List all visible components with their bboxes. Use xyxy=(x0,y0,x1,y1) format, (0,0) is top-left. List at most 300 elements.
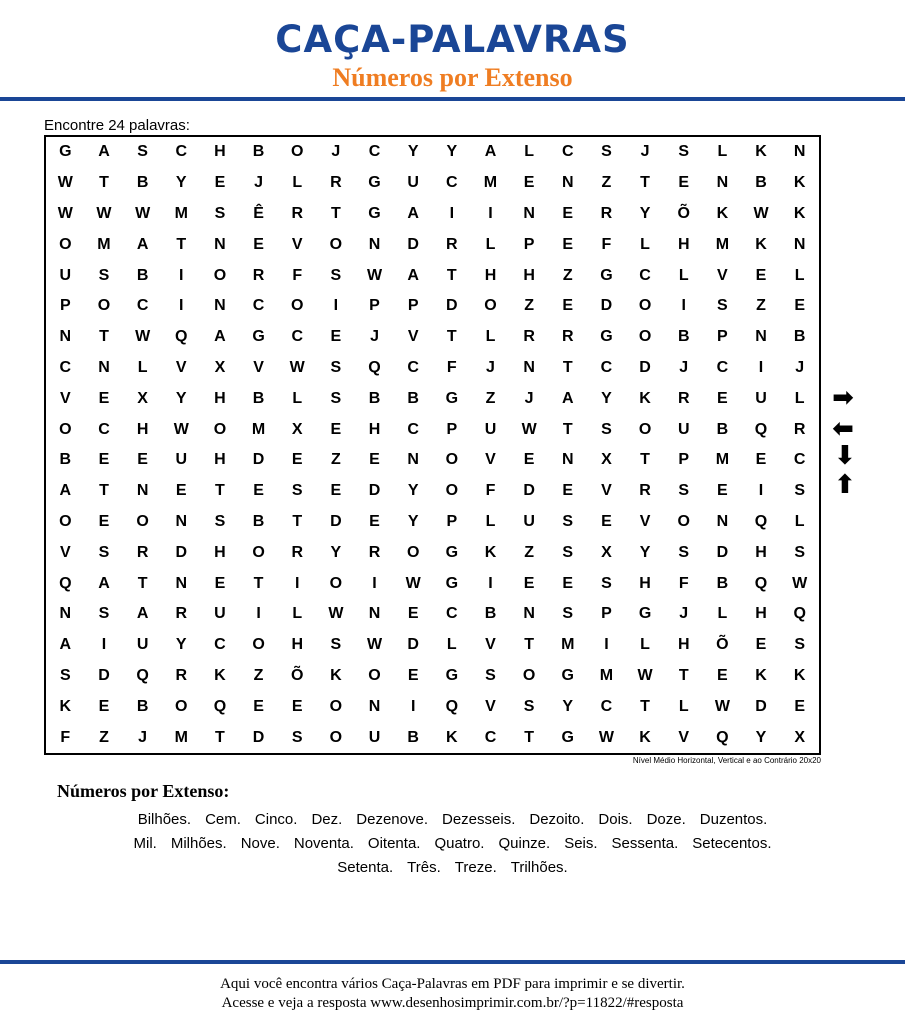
grid-cell[interactable]: D xyxy=(252,451,265,469)
grid-cell[interactable]: O xyxy=(136,512,149,530)
grid-cell[interactable]: E xyxy=(794,697,805,715)
grid-cell[interactable]: R xyxy=(368,543,381,561)
grid-cell[interactable]: Q xyxy=(754,420,768,438)
grid-cell[interactable]: E xyxy=(562,574,574,592)
grid-cell[interactable]: P xyxy=(717,328,728,346)
grid-cell[interactable]: O xyxy=(175,697,188,715)
grid-cell[interactable]: P xyxy=(601,605,612,623)
grid-cell[interactable]: N xyxy=(136,482,149,500)
grid-cell[interactable]: V xyxy=(717,266,728,284)
grid-cell[interactable]: D xyxy=(368,482,381,500)
grid-cell[interactable]: T xyxy=(678,666,689,684)
grid-cell[interactable]: N xyxy=(98,358,110,376)
grid-cell[interactable]: T xyxy=(524,728,534,746)
grid-cell[interactable]: R xyxy=(175,605,188,623)
grid-cell[interactable]: N xyxy=(561,174,574,192)
grid-cell[interactable]: E xyxy=(369,451,380,469)
grid-cell[interactable]: E xyxy=(98,512,110,530)
grid-cell[interactable]: D xyxy=(252,728,265,746)
grid-cell[interactable]: S xyxy=(562,605,574,623)
grid-cell[interactable]: E xyxy=(678,174,690,192)
grid-cell[interactable]: I xyxy=(256,605,261,623)
grid-cell[interactable]: B xyxy=(677,328,690,346)
grid-cell[interactable]: C xyxy=(793,451,806,469)
grid-cell[interactable]: Q xyxy=(368,358,381,376)
grid-cell[interactable]: T xyxy=(176,235,187,253)
grid-cell[interactable]: N xyxy=(523,605,535,623)
grid-cell[interactable]: B xyxy=(793,328,806,346)
grid-cell[interactable]: E xyxy=(98,451,110,469)
grid-cell[interactable]: G xyxy=(600,328,613,346)
grid-cell[interactable]: S xyxy=(794,636,805,654)
grid-cell[interactable]: O xyxy=(97,297,111,315)
grid-cell[interactable]: E xyxy=(755,451,767,469)
grid-cell[interactable]: I xyxy=(179,266,184,284)
grid-cell[interactable]: U xyxy=(136,636,149,654)
grid-cell[interactable]: M xyxy=(97,235,111,253)
grid-cell[interactable]: J xyxy=(679,358,689,376)
grid-cell[interactable]: M xyxy=(174,204,188,222)
grid-cell[interactable]: Õ xyxy=(677,204,690,222)
grid-cell[interactable]: W xyxy=(753,204,769,222)
grid-cell[interactable]: L xyxy=(485,235,496,253)
grid-cell[interactable]: S xyxy=(291,482,303,500)
grid-cell[interactable]: N xyxy=(214,297,226,315)
grid-cell[interactable]: V xyxy=(485,636,496,654)
grid-cell[interactable]: N xyxy=(59,328,72,346)
grid-cell[interactable]: L xyxy=(292,389,303,407)
grid-cell[interactable]: C xyxy=(291,328,303,346)
grid-cell[interactable]: S xyxy=(98,605,110,623)
grid-cell[interactable]: E xyxy=(562,204,574,222)
grid-cell[interactable]: J xyxy=(331,143,341,161)
grid-cell[interactable]: U xyxy=(368,728,381,746)
grid-cell[interactable]: W xyxy=(135,328,151,346)
grid-cell[interactable]: L xyxy=(292,605,303,623)
grid-cell[interactable]: N xyxy=(716,512,729,530)
grid-cell[interactable]: S xyxy=(678,482,690,500)
grid-cell[interactable]: G xyxy=(368,174,381,192)
grid-cell[interactable]: M xyxy=(174,728,188,746)
grid-cell[interactable]: S xyxy=(485,666,496,684)
grid-cell[interactable]: E xyxy=(601,512,612,530)
grid-cell[interactable]: C xyxy=(407,420,419,438)
grid-cell[interactable]: G xyxy=(445,666,459,684)
grid-cell[interactable]: A xyxy=(59,636,72,654)
grid-cell[interactable]: W xyxy=(405,574,421,592)
grid-cell[interactable]: X xyxy=(291,420,303,438)
grid-cell[interactable]: W xyxy=(57,204,73,222)
grid-cell[interactable]: K xyxy=(716,204,729,222)
grid-cell[interactable]: Y xyxy=(330,543,342,561)
grid-cell[interactable]: E xyxy=(98,389,110,407)
grid-cell[interactable]: S xyxy=(291,728,303,746)
grid-cell[interactable]: E xyxy=(175,482,187,500)
grid-cell[interactable]: A xyxy=(98,574,110,592)
grid-cell[interactable]: K xyxy=(639,728,651,746)
grid-cell[interactable]: D xyxy=(716,543,729,561)
grid-cell[interactable]: Ê xyxy=(253,204,264,222)
grid-cell[interactable]: S xyxy=(794,543,805,561)
grid-cell[interactable]: H xyxy=(484,266,497,284)
grid-cell[interactable]: S xyxy=(98,266,110,284)
grid-cell[interactable]: E xyxy=(214,174,226,192)
grid-cell[interactable]: W xyxy=(714,697,730,715)
grid-cell[interactable]: L xyxy=(292,174,303,192)
grid-cell[interactable]: S xyxy=(214,512,226,530)
grid-cell[interactable]: S xyxy=(678,543,690,561)
grid-cell[interactable]: T xyxy=(446,328,457,346)
grid-cell[interactable]: U xyxy=(755,389,767,407)
grid-cell[interactable]: S xyxy=(601,143,612,161)
grid-cell[interactable]: E xyxy=(253,235,264,253)
grid-cell[interactable]: F xyxy=(292,266,303,284)
grid-cell[interactable]: T xyxy=(562,358,573,376)
grid-cell[interactable]: T xyxy=(446,266,457,284)
grid-cell[interactable]: U xyxy=(175,451,188,469)
grid-cell[interactable]: Z xyxy=(601,174,612,192)
grid-cell[interactable]: J xyxy=(679,605,689,623)
grid-cell[interactable]: V xyxy=(601,482,612,500)
grid-cell[interactable]: O xyxy=(290,297,304,315)
grid-cell[interactable]: J xyxy=(254,174,264,192)
grid-cell[interactable]: Y xyxy=(562,697,574,715)
grid-cell[interactable]: S xyxy=(330,636,342,654)
grid-cell[interactable]: E xyxy=(253,697,264,715)
grid-cell[interactable]: S xyxy=(562,512,574,530)
grid-cell[interactable]: O xyxy=(59,512,72,530)
grid-cell[interactable]: M xyxy=(251,420,266,438)
grid-cell[interactable]: E xyxy=(562,235,574,253)
grid-cell[interactable]: S xyxy=(330,266,342,284)
grid-cell[interactable]: F xyxy=(601,235,612,253)
grid-cell[interactable]: G xyxy=(445,389,459,407)
grid-cell[interactable]: B xyxy=(484,605,497,623)
grid-cell[interactable]: C xyxy=(639,266,651,284)
grid-cell[interactable]: W xyxy=(366,266,383,284)
grid-cell[interactable]: V xyxy=(639,512,651,530)
grid-cell[interactable]: V xyxy=(59,389,71,407)
grid-cell[interactable]: H xyxy=(214,143,226,161)
grid-cell[interactable]: R xyxy=(446,235,458,253)
grid-cell[interactable]: O xyxy=(638,420,652,438)
grid-cell[interactable]: H xyxy=(214,389,226,407)
grid-cell[interactable]: V xyxy=(291,235,303,253)
grid-cell[interactable]: X xyxy=(214,358,226,376)
grid-cell[interactable]: C xyxy=(214,636,226,654)
grid-cell[interactable]: O xyxy=(329,235,343,253)
grid-cell[interactable]: N xyxy=(793,235,806,253)
grid-cell[interactable]: I xyxy=(101,636,107,654)
grid-cell[interactable]: E xyxy=(253,482,264,500)
grid-cell[interactable]: Y xyxy=(755,728,767,746)
grid-cell[interactable]: L xyxy=(446,636,457,654)
grid-cell[interactable]: K xyxy=(446,728,458,746)
grid-cell[interactable]: E xyxy=(330,420,342,438)
grid-cell[interactable]: W xyxy=(57,174,73,192)
grid-cell[interactable]: Q xyxy=(175,328,188,346)
grid-cell[interactable]: N xyxy=(214,235,226,253)
grid-cell[interactable]: O xyxy=(213,266,227,284)
grid-cell[interactable]: S xyxy=(330,358,342,376)
grid-cell[interactable]: Z xyxy=(524,297,534,315)
grid-cell[interactable]: S xyxy=(601,420,612,438)
grid-cell[interactable]: T xyxy=(330,204,341,222)
grid-cell[interactable]: O xyxy=(638,297,652,315)
grid-cell[interactable]: H xyxy=(214,543,226,561)
grid-cell[interactable]: O xyxy=(484,297,497,315)
grid-cell[interactable]: O xyxy=(290,143,304,161)
grid-cell[interactable]: R xyxy=(639,482,651,500)
grid-cell[interactable]: E xyxy=(407,666,419,684)
grid-cell[interactable]: X xyxy=(601,451,612,469)
grid-cell[interactable]: O xyxy=(329,574,343,592)
grid-cell[interactable]: E xyxy=(523,174,535,192)
grid-cell[interactable]: H xyxy=(214,451,226,469)
grid-cell[interactable]: B xyxy=(407,389,419,407)
grid-cell[interactable]: T xyxy=(640,174,650,192)
grid-cell[interactable]: X xyxy=(794,728,805,746)
grid-cell[interactable]: Y xyxy=(601,389,612,407)
grid-cell[interactable]: Y xyxy=(446,143,458,161)
grid-cell[interactable]: R xyxy=(793,420,806,438)
grid-cell[interactable]: H xyxy=(136,420,149,438)
grid-cell[interactable]: M xyxy=(561,636,575,654)
grid-cell[interactable]: T xyxy=(99,482,109,500)
grid-cell[interactable]: C xyxy=(407,358,419,376)
grid-cell[interactable]: Y xyxy=(639,204,651,222)
grid-cell[interactable]: P xyxy=(523,235,535,253)
grid-cell[interactable]: D xyxy=(175,543,188,561)
grid-cell[interactable]: Y xyxy=(175,174,187,192)
grid-cell[interactable]: K xyxy=(755,666,767,684)
grid-cell[interactable]: I xyxy=(179,297,184,315)
grid-cell[interactable]: W xyxy=(792,574,808,592)
grid-cell[interactable]: G xyxy=(445,574,459,592)
grid-cell[interactable]: F xyxy=(446,358,457,376)
grid-cell[interactable]: O xyxy=(252,636,265,654)
grid-cell[interactable]: K xyxy=(755,143,767,161)
grid-cell[interactable]: P xyxy=(59,297,71,315)
grid-cell[interactable]: T xyxy=(524,636,534,654)
grid-cell[interactable]: N xyxy=(368,697,381,715)
grid-cell[interactable]: R xyxy=(136,543,149,561)
grid-cell[interactable]: O xyxy=(213,420,227,438)
grid-cell[interactable]: B xyxy=(368,389,381,407)
grid-cell[interactable]: L xyxy=(137,358,148,376)
grid-cell[interactable]: E xyxy=(214,574,226,592)
grid-cell[interactable]: N xyxy=(175,512,188,530)
grid-cell[interactable]: D xyxy=(407,235,419,253)
grid-cell[interactable]: G xyxy=(59,143,72,161)
grid-cell[interactable]: O xyxy=(329,728,343,746)
grid-cell[interactable]: O xyxy=(406,543,420,561)
grid-cell[interactable]: E xyxy=(562,482,574,500)
grid-cell[interactable]: N xyxy=(755,328,767,346)
grid-cell[interactable]: D xyxy=(639,358,651,376)
grid-cell[interactable]: V xyxy=(253,358,264,376)
grid-cell[interactable]: P xyxy=(446,512,458,530)
grid-cell[interactable]: D xyxy=(523,482,535,500)
grid-cell[interactable]: Õ xyxy=(716,636,729,654)
grid-cell[interactable]: X xyxy=(601,543,612,561)
grid-cell[interactable]: I xyxy=(681,297,686,315)
grid-cell[interactable]: C xyxy=(716,358,729,376)
grid-cell[interactable]: W xyxy=(135,204,151,222)
grid-cell[interactable]: O xyxy=(445,451,459,469)
grid-cell[interactable]: B xyxy=(755,174,767,192)
grid-cell[interactable]: H xyxy=(755,605,767,623)
grid-cell[interactable]: K xyxy=(793,204,806,222)
grid-cell[interactable]: D xyxy=(98,666,110,684)
grid-cell[interactable]: V xyxy=(678,728,690,746)
grid-cell[interactable]: N xyxy=(175,574,188,592)
grid-cell[interactable]: O xyxy=(445,482,459,500)
grid-cell[interactable]: N xyxy=(407,451,419,469)
grid-cell[interactable]: B xyxy=(136,266,149,284)
grid-cell[interactable]: O xyxy=(638,328,652,346)
grid-cell[interactable]: O xyxy=(59,235,72,253)
grid-cell[interactable]: R xyxy=(330,174,342,192)
grid-cell[interactable]: G xyxy=(600,266,613,284)
grid-cell[interactable]: Y xyxy=(407,512,419,530)
grid-cell[interactable]: R xyxy=(252,266,265,284)
grid-cell[interactable]: S xyxy=(330,389,342,407)
grid-cell[interactable]: P xyxy=(407,297,419,315)
grid-cell[interactable]: N xyxy=(523,204,535,222)
grid-cell[interactable]: W xyxy=(598,728,614,746)
grid-cell[interactable]: A xyxy=(59,482,72,500)
grid-cell[interactable]: W xyxy=(173,420,189,438)
grid-cell[interactable]: Õ xyxy=(290,666,304,684)
grid-cell[interactable]: U xyxy=(677,420,690,438)
grid-cell[interactable]: T xyxy=(292,512,303,530)
grid-cell[interactable]: L xyxy=(485,512,496,530)
grid-cell[interactable]: T xyxy=(253,574,264,592)
grid-cell[interactable]: O xyxy=(59,420,72,438)
grid-cell[interactable]: R xyxy=(291,204,303,222)
grid-cell[interactable]: H xyxy=(639,574,651,592)
grid-cell[interactable]: V xyxy=(485,451,496,469)
grid-cell[interactable]: F xyxy=(485,482,496,500)
grid-cell[interactable]: T xyxy=(99,174,109,192)
grid-cell[interactable]: J xyxy=(138,728,148,746)
grid-cell[interactable]: A xyxy=(407,204,419,222)
grid-cell[interactable]: T xyxy=(640,451,650,469)
grid-cell[interactable]: Z xyxy=(99,728,109,746)
grid-cell[interactable]: G xyxy=(638,605,652,623)
grid-cell[interactable]: G xyxy=(561,728,574,746)
grid-cell[interactable]: T xyxy=(215,482,225,500)
grid-cell[interactable]: E xyxy=(523,574,535,592)
grid-cell[interactable]: D xyxy=(446,297,458,315)
grid-cell[interactable]: S xyxy=(59,666,71,684)
grid-cell[interactable]: I xyxy=(333,297,339,315)
grid-cell[interactable]: C xyxy=(446,605,458,623)
grid-cell[interactable]: C xyxy=(98,420,110,438)
grid-cell[interactable]: G xyxy=(252,328,265,346)
grid-cell[interactable]: S xyxy=(601,574,612,592)
grid-cell[interactable]: E xyxy=(407,605,419,623)
grid-cell[interactable]: K xyxy=(793,666,806,684)
grid-cell[interactable]: T xyxy=(137,574,148,592)
grid-cell[interactable]: C xyxy=(136,297,149,315)
grid-cell[interactable]: B xyxy=(407,728,419,746)
grid-cell[interactable]: S xyxy=(562,543,574,561)
grid-cell[interactable]: Z xyxy=(524,543,534,561)
grid-cell[interactable]: E xyxy=(369,512,380,530)
grid-cell[interactable]: T xyxy=(562,420,573,438)
grid-cell[interactable]: J xyxy=(524,389,534,407)
grid-cell[interactable]: G xyxy=(445,543,459,561)
grid-cell[interactable]: S xyxy=(523,697,535,715)
grid-cell[interactable]: K xyxy=(330,666,342,684)
grid-cell[interactable]: I xyxy=(604,636,609,654)
grid-cell[interactable]: F xyxy=(678,574,689,592)
grid-cell[interactable]: Y xyxy=(175,636,187,654)
grid-cell[interactable]: A xyxy=(484,143,497,161)
grid-cell[interactable]: B xyxy=(136,697,149,715)
grid-cell[interactable]: D xyxy=(600,297,613,315)
grid-cell[interactable]: B xyxy=(716,420,729,438)
grid-cell[interactable]: E xyxy=(137,451,148,469)
grid-cell[interactable]: D xyxy=(755,697,767,715)
grid-cell[interactable]: N xyxy=(716,174,729,192)
grid-cell[interactable]: Q xyxy=(445,697,459,715)
grid-cell[interactable]: Z xyxy=(330,451,341,469)
grid-cell[interactable]: L xyxy=(794,266,805,284)
grid-cell[interactable]: N xyxy=(368,605,381,623)
grid-cell[interactable]: U xyxy=(523,512,535,530)
grid-cell[interactable]: H xyxy=(368,420,381,438)
grid-cell[interactable]: Z xyxy=(562,266,573,284)
grid-cell[interactable]: D xyxy=(407,636,419,654)
grid-cell[interactable]: L xyxy=(794,512,805,530)
grid-cell[interactable]: B xyxy=(59,451,72,469)
grid-cell[interactable]: N xyxy=(368,235,381,253)
grid-cell[interactable]: Y xyxy=(639,543,651,561)
grid-cell[interactable]: K xyxy=(214,666,226,684)
grid-cell[interactable]: C xyxy=(600,358,613,376)
grid-cell[interactable]: E xyxy=(330,328,342,346)
grid-cell[interactable]: E xyxy=(794,297,805,315)
grid-cell[interactable]: Z xyxy=(485,389,496,407)
grid-cell[interactable]: E xyxy=(755,266,767,284)
grid-cell[interactable]: S xyxy=(678,143,690,161)
grid-cell[interactable]: S xyxy=(137,143,148,161)
grid-cell[interactable]: J xyxy=(640,143,650,161)
grid-cell[interactable]: M xyxy=(715,235,730,253)
grid-cell[interactable]: W xyxy=(366,636,383,654)
grid-cell[interactable]: K xyxy=(793,174,806,192)
grid-cell[interactable]: Q xyxy=(59,574,72,592)
grid-cell[interactable]: U xyxy=(484,420,497,438)
grid-cell[interactable]: V xyxy=(59,543,71,561)
grid-cell[interactable]: L xyxy=(717,143,728,161)
grid-cell[interactable]: C xyxy=(59,358,72,376)
grid-cell[interactable]: N xyxy=(59,605,72,623)
grid-cell[interactable]: C xyxy=(252,297,265,315)
grid-cell[interactable]: L xyxy=(717,605,728,623)
grid-cell[interactable]: U xyxy=(407,174,419,192)
grid-cell[interactable]: H xyxy=(523,266,535,284)
grid-cell[interactable]: A xyxy=(98,143,110,161)
grid-cell[interactable]: W xyxy=(637,666,653,684)
grid-cell[interactable]: G xyxy=(368,204,381,222)
grid-cell[interactable]: I xyxy=(449,204,455,222)
grid-cell[interactable]: E xyxy=(291,697,303,715)
grid-cell[interactable]: B xyxy=(252,389,265,407)
